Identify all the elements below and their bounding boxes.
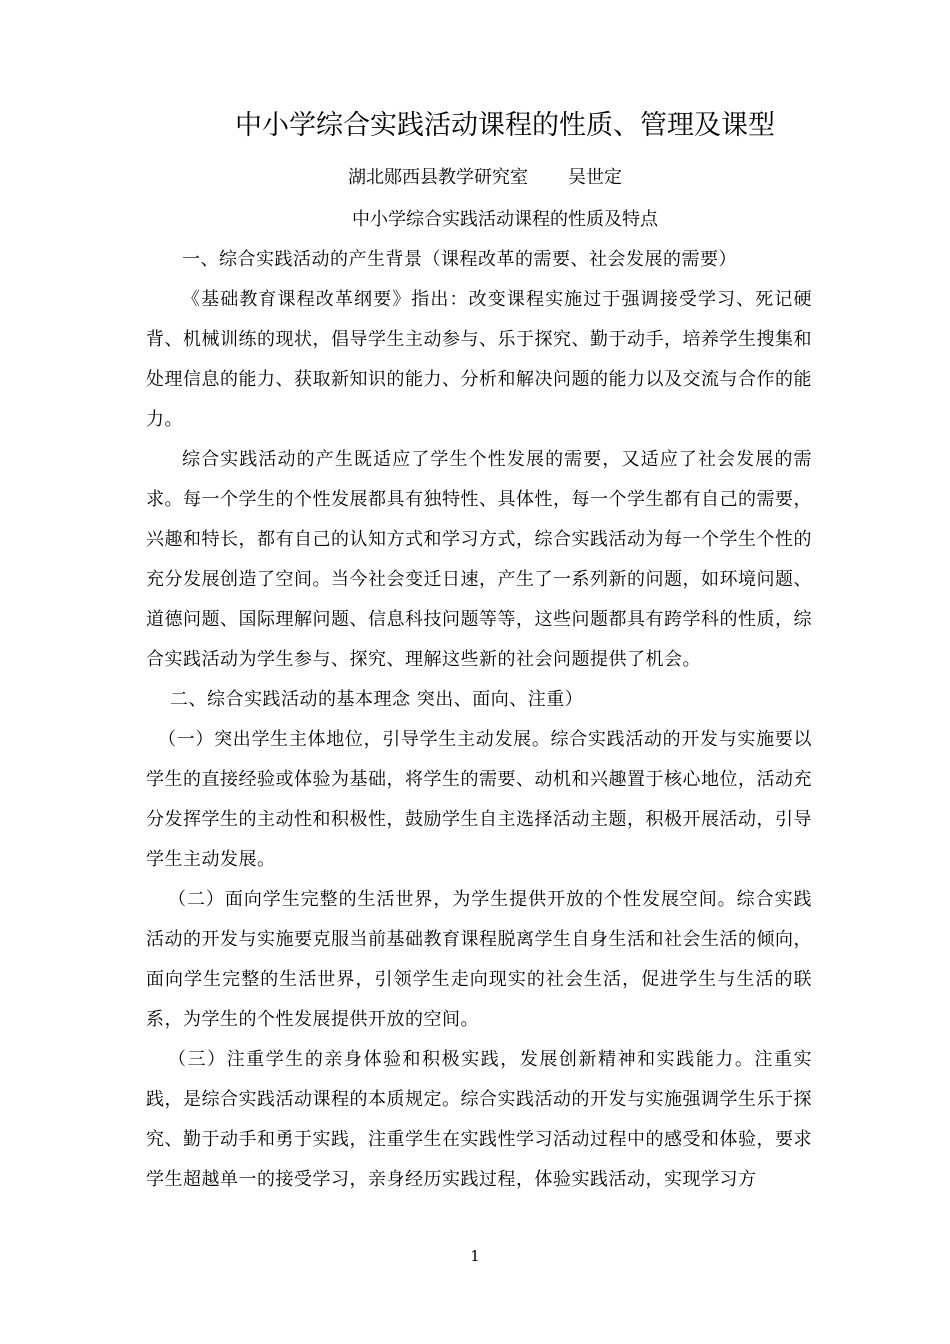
document-title: 中小学综合实践活动课程的性质、管理及课型 (235, 110, 775, 141)
paragraph-5: （三）注重学生的亲身体验和积极实践，发展创新精神和实践能力。注重实践，是综合实践活动课程的本质规定。综合实践活动的开发与实施强调学生乐于探究、勤于动手和勇于实践，注重学生在实践性学习活动过程中的感受和体验，要求学生超越单一的接受学习，亲身经历实践过程，体验实践活动，实现学习方 (146, 1049, 812, 1190)
author-name: 吴世定 (568, 167, 622, 188)
author-organization: 湖北郧西县教学研究室 (348, 167, 528, 188)
document-subtitle: 中小学综合实践活动课程的性质及特点 (352, 209, 658, 230)
paragraph-2: 综合实践活动的产生既适应了学生个性发展的需要，又适应了社会发展的需求。每一个学生的个性发展都具有独特性、具体性，每一个学生都有自己的需要，兴趣和特长，都有自己的认知方式和学习方式，综合实践活动为每一个学生个性的充分发展创造了空间。当今社会变迁日速，产生了一系列新的问题，如环境问题、道德问题、国际理解问题、信息科技问题等等，这些问题都具有跨学科的性质，综合实践活动为学生参与、探究、理解这些新的社会问题提供了机会。 (146, 449, 812, 670)
page-number: 1 (470, 1247, 480, 1265)
paragraph-4: （二）面向学生完整的生活世界，为学生提供开放的个性发展空间。综合实践活动的开发与实施要克服当前基础教育课程脱离学生自身生活和社会生活的倾向，面向学生完整的生活世界，引领学生走向现实的社会生活，促进学生与生活的联系，为学生的个性发展提供开放的空间。 (146, 889, 812, 1030)
paragraph-3: （一）突出学生主体地位，引导学生主动发展。综合实践活动的开发与实施要以学生的直接经验或体验为基础，将学生的需要、动机和兴趣置于核心地位，活动充分发挥学生的主动性和积极性，鼓励学生自主选择活动主题，积极开展活动，引导学生主动发展。 (146, 729, 812, 870)
paragraph-1: 《基础教育课程改革纲要》指出：改变课程实施过于强调接受学习、死记硬背、机械训练的现状，倡导学生主动参与、乐于探究、勤于动手，培养学生搜集和处理信息的能力、获取新知识的能力、分析和解决问题的能力以及交流与合作的能力。 (146, 289, 812, 430)
author-line (0, 164, 950, 192)
section-heading-2: 二、综合实践活动的基本理念 突出、面向、注重） (170, 689, 584, 710)
document-body (146, 240, 812, 1200)
section-heading-1: 一、综合实践活动的产生背景（课程改革的需要、社会发展的需要） (182, 249, 737, 270)
